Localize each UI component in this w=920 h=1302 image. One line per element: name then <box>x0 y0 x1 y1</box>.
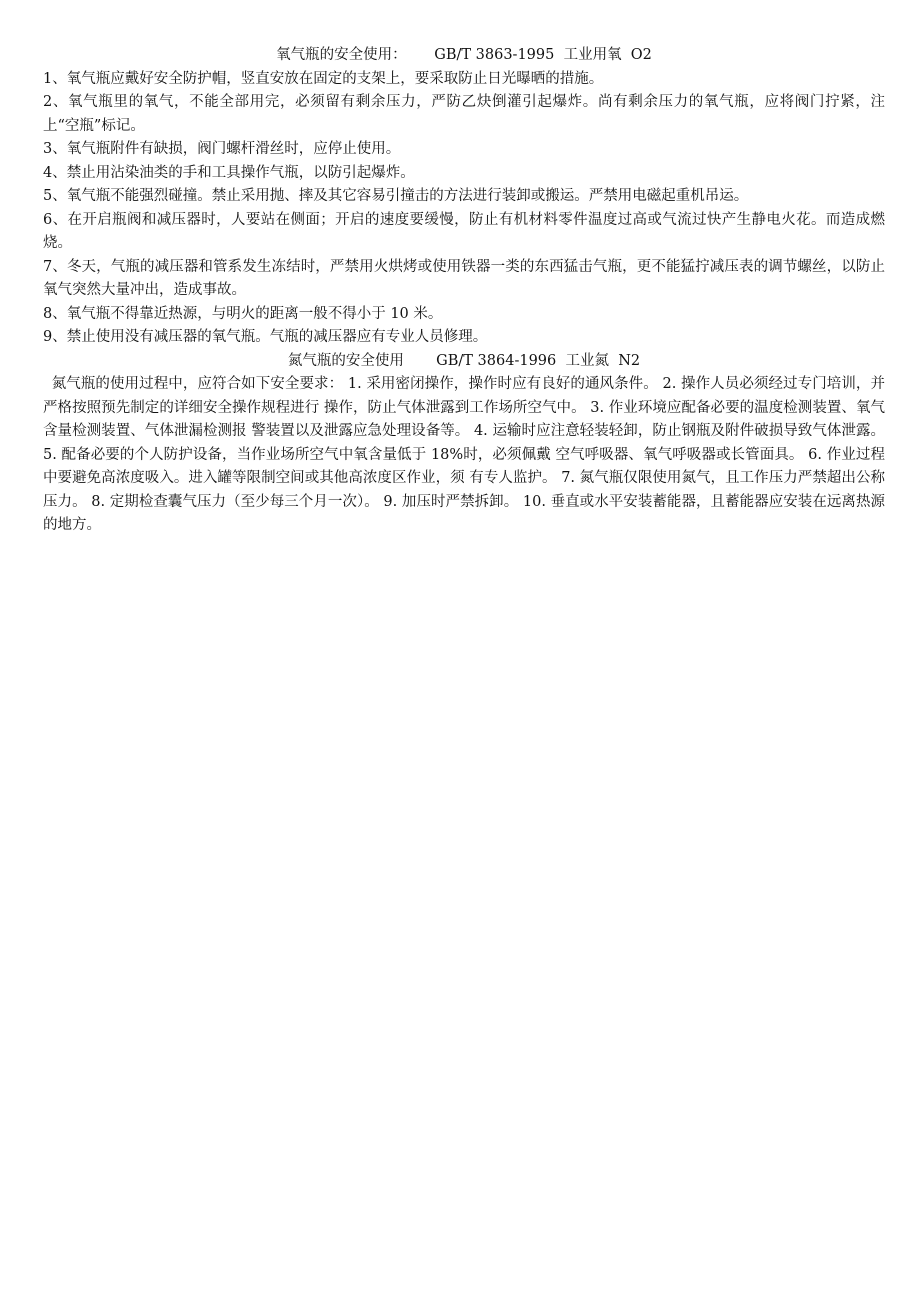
oxygen-section-heading: 氧气瓶的安全使用： GB/T 3863-1995 工业用氧 O2 <box>276 47 652 63</box>
nitrogen-section-heading: 氮气瓶的安全使用 GB/T 3864-1996 工业氮 N2 <box>287 352 641 369</box>
oxygen-rule-5: 5、氧气瓶不能强烈碰撞。禁止采用抛、摔及其它容易引撞击的方法进行装卸或搬运。严禁用电磁起重机吊运。 <box>43 188 749 204</box>
oxygen-rule-7: 7、冬天，气瓶的减压器和管系发生冻结时，严禁用火烘烤或使用铁器一类的东西猛击气瓶，更不能猛拧减压表的调节螺丝，以防止氧气突然大量冲出，造成事故。 <box>43 258 885 298</box>
oxygen-rule-1: 1、氧气瓶应戴好安全防护帽，竖直安放在固定的支架上，要采取防止日光曝晒的措施。 <box>43 70 604 87</box>
oxygen-rule-3: 3、氧气瓶附件有缺损，阀门螺杆滑丝时，应停止使用。 <box>43 141 401 157</box>
document-body <box>43 44 885 538</box>
oxygen-rule-2: 2、氧气瓶里的氧气，不能全部用完，必须留有剩余压力，严防乙炔倒灌引起爆炸。尚有剩余压力的氧气瓶，应将阀门拧紧，注上“空瓶”标记。 <box>43 94 885 134</box>
oxygen-rule-6: 6、在开启瓶阀和减压器时，人要站在侧面；开启的速度要缓慢，防止有机材料零件温度过高或气流过快产生静电火花。而造成燃烧。 <box>43 211 885 251</box>
oxygen-rule-8: 8、氧气瓶不得靠近热源，与明火的距离一般不得小于 10 米。 <box>43 305 443 322</box>
nitrogen-requirements-paragraph: 氮气瓶的使用过程中，应符合如下安全要求： 1. 采用密闭操作，操作时应有良好的通风条件。 2. 操作人员必须经过专门培训，并严格按照预先制定的详细安全操作规程进行 操作，防止气体泄露到工作场所空气中。 3. 作业环境应配备必要的温度检测装置、氧气含量检测装置、气体泄漏检测报 警装置以及泄露应急处理设备等。 4. 运输时应注意轻装轻卸，防止钢瓶及附件破损导致气体泄露。 5. 配备必要的个人防护设备，当作业场所空气中氧含量低于 18%时，必须佩戴 空气呼吸器、氧气呼吸器或长管面具。 6. 作业过程中要避免高浓度吸入。进入罐等限制空间或其他高浓度区作业，须 有专人监护。 7. 氮气瓶仅限使用氮气，且工作压力严禁超出公称压力。 8. 定期检查囊气压力（至少每三个月一次）。 9. 加压时严禁拆卸。 10. 垂直或水平安装蓄能器，且蓄能器应安装在远离热源的地方。 <box>43 376 885 533</box>
oxygen-rule-4: 4、禁止用沾染油类的手和工具操作气瓶，以防引起爆炸。 <box>43 164 415 181</box>
oxygen-rules-list <box>43 68 885 350</box>
oxygen-rule-9: 9、禁止使用没有减压器的氧气瓶。气瓶的减压器应有专业人员修理。 <box>43 329 488 345</box>
